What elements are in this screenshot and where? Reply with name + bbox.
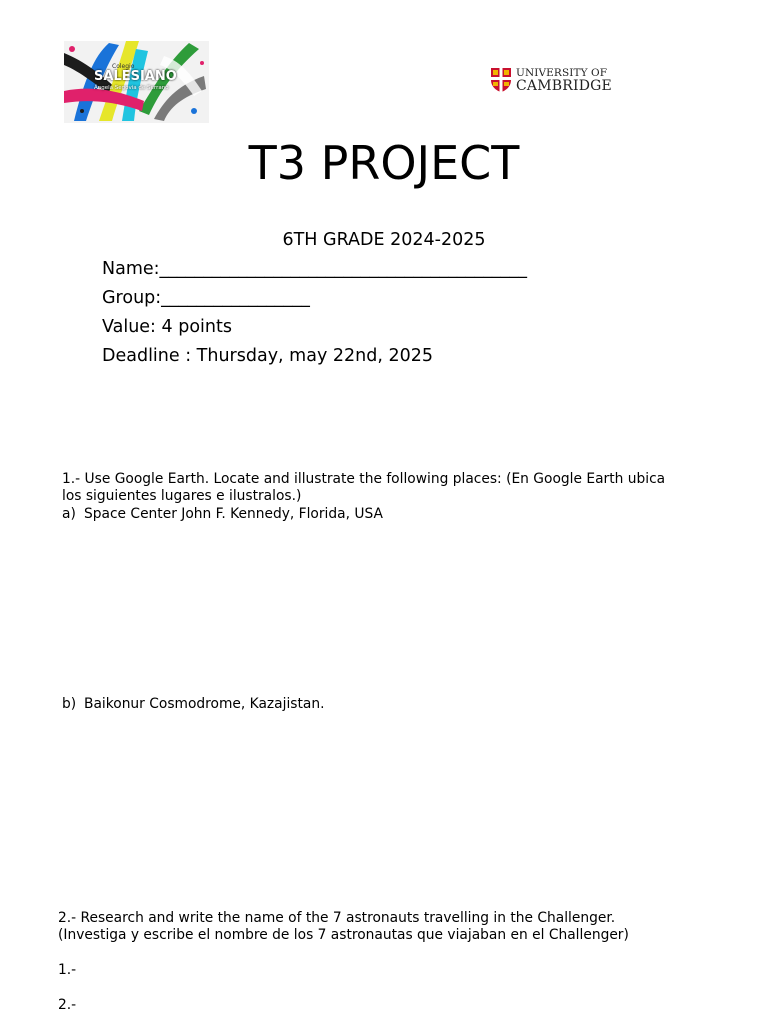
question-2 xyxy=(58,910,629,944)
question-2-line1: 2.- Research and write the name of the 7 astronauts travelling in the Challenger. xyxy=(58,910,616,926)
value-field: Value: 4 points xyxy=(102,317,232,337)
salesiano-name: SALESIANO xyxy=(94,69,177,84)
question-1-line1: 1.- Use Google Earth. Locate and illustrate the following places: (En Google Earth ubica xyxy=(62,471,666,487)
name-field: Name:__________________________________________ xyxy=(102,259,528,279)
answer-line-1: 1.- xyxy=(58,962,77,978)
question-1 xyxy=(62,471,665,505)
question-1-line2: los siguientes lugares e ilustralos.) xyxy=(62,488,302,504)
item-a-text: Space Center John F. Kennedy, Florida, USA xyxy=(84,506,383,522)
cambridge-logo xyxy=(490,66,620,96)
page-title: T3 PROJECT xyxy=(248,136,520,190)
question-1-item-a xyxy=(62,506,383,523)
salesiano-small-text: Colegio xyxy=(112,63,135,70)
question-2-line2: (Investiga y escribe el nombre de los 7 astronautas que viajaban en el Challenger) xyxy=(58,927,629,943)
answer-line-2: 2.- xyxy=(58,997,77,1013)
deadline-field: Deadline : Thursday, may 22nd, 2025 xyxy=(102,346,433,366)
group-field: Group:_________________ xyxy=(102,288,310,308)
cambridge-shield-icon xyxy=(490,67,512,93)
item-b-marker: b) xyxy=(62,696,77,712)
grade-line: 6TH GRADE 2024-2025 xyxy=(282,230,486,250)
cambridge-line2: CAMBRIDGE xyxy=(516,78,612,94)
item-b-text: Baikonur Cosmodrome, Kazajistan. xyxy=(84,696,325,712)
salesiano-subtitle: Ángela Segovia de Serrano xyxy=(94,85,169,91)
cambridge-line1: UNIVERSITY OF xyxy=(516,67,608,79)
question-1-item-b xyxy=(62,696,324,713)
salesiano-logo xyxy=(64,41,209,123)
item-a-marker: a) xyxy=(62,506,76,522)
